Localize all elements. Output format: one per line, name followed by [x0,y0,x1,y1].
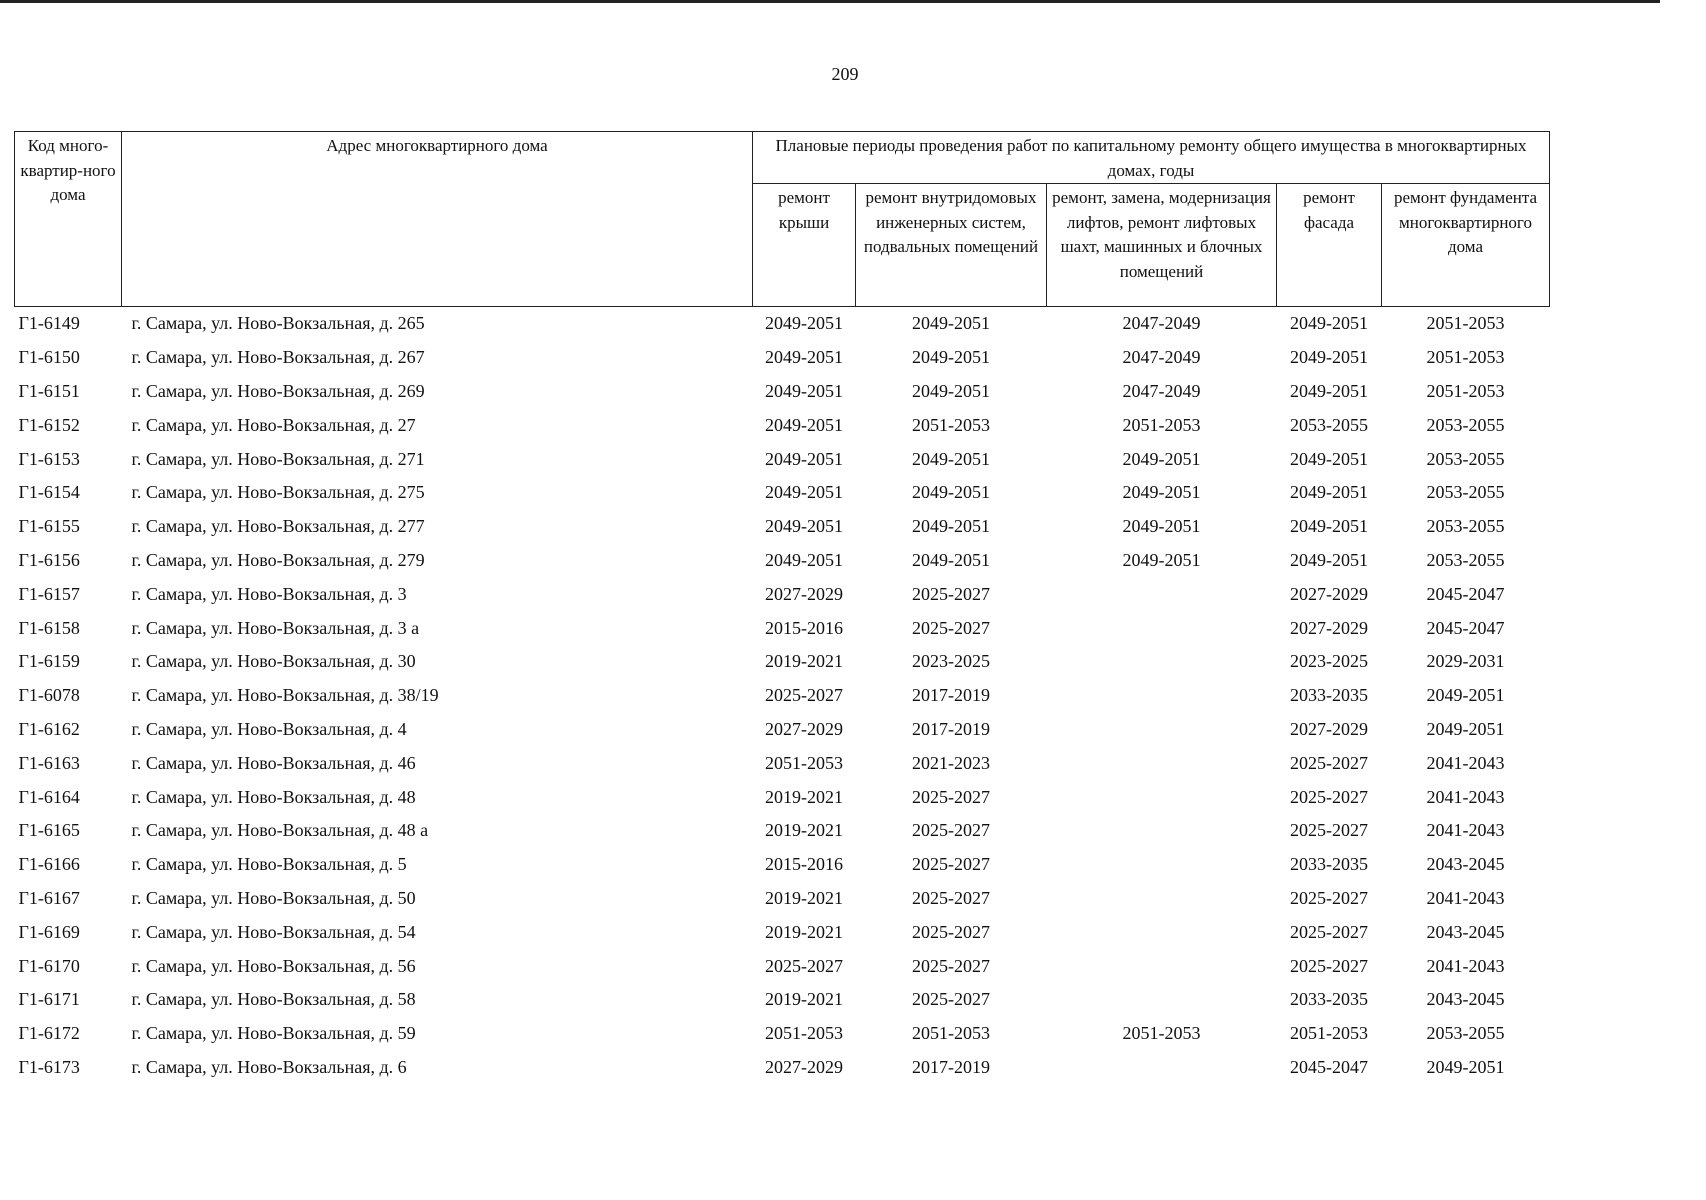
cell-code: Г1-6170 [18,955,80,976]
cell-roof: 2051-2053 [765,1023,843,1044]
cell-engineering: 2049-2051 [912,347,990,368]
cell-engineering: 2025-2027 [912,989,990,1010]
cell-elevators [1047,848,1277,882]
cell-facade: 2027-2029 [1290,583,1368,604]
cell-address: г. Самара, ул. Ново-Вокзальная, д. 54 [131,921,416,942]
cell-foundation: 2041-2043 [1426,887,1505,908]
cell-code: Г1-6172 [18,1023,80,1044]
cell-elevators: 2049-2051 [1122,549,1201,570]
cell-code: Г1-6169 [18,921,80,942]
cell-elevators [1047,949,1277,983]
cell-facade: 2033-2035 [1290,685,1368,706]
cell-engineering: 2025-2027 [912,786,990,807]
table-row [15,645,1550,679]
cell-facade: 2051-2053 [1290,1023,1368,1044]
cell-address: г. Самара, ул. Ново-Вокзальная, д. 38/19 [131,685,439,706]
cell-roof: 2025-2027 [765,955,843,976]
cell-foundation: 2043-2045 [1426,989,1505,1010]
table-row [15,307,1550,341]
cell-address: г. Самара, ул. Ново-Вокзальная, д. 277 [131,516,425,537]
cell-address: г. Самара, ул. Ново-Вокзальная, д. 48 [131,786,416,807]
cell-engineering: 2025-2027 [912,955,990,976]
cell-facade: 2025-2027 [1290,820,1368,841]
cell-engineering: 2025-2027 [912,617,990,638]
cell-engineering: 2049-2051 [912,380,990,401]
cell-facade: 2033-2035 [1290,989,1368,1010]
cell-facade: 2049-2051 [1290,380,1368,401]
cell-foundation: 2043-2045 [1426,921,1505,942]
cell-elevators: 2047-2049 [1122,380,1201,401]
table-row [15,780,1550,814]
cell-roof: 2027-2029 [765,718,843,739]
cell-foundation: 2049-2051 [1426,1056,1505,1077]
cell-roof: 2049-2051 [765,482,843,503]
cell-code: Г1-6078 [18,685,80,706]
cell-foundation: 2049-2051 [1426,718,1505,739]
cell-address: г. Самара, ул. Ново-Вокзальная, д. 271 [131,448,425,469]
cell-elevators: 2047-2049 [1122,347,1201,368]
cell-foundation: 2049-2051 [1426,685,1505,706]
cell-roof: 2027-2029 [765,1056,843,1077]
table-row [15,476,1550,510]
cell-code: Г1-6164 [18,786,80,807]
cell-foundation: 2041-2043 [1426,955,1505,976]
cell-facade: 2045-2047 [1290,1056,1368,1077]
cell-address: г. Самара, ул. Ново-Вокзальная, д. 279 [131,549,425,570]
capital-repair-table [14,131,1550,1084]
cell-roof: 2049-2051 [765,313,843,334]
cell-roof: 2015-2016 [765,617,843,638]
table-row [15,983,1550,1017]
cell-roof: 2049-2051 [765,414,843,435]
cell-foundation: 2053-2055 [1426,516,1505,537]
cell-foundation: 2043-2045 [1426,854,1505,875]
cell-elevators: 2051-2053 [1122,414,1201,435]
cell-code: Г1-6152 [18,414,80,435]
cell-engineering: 2025-2027 [912,583,990,604]
table-row [15,442,1550,476]
cell-roof: 2019-2021 [765,989,843,1010]
cell-foundation: 2041-2043 [1426,752,1505,773]
table-row [15,341,1550,375]
cell-elevators [1047,645,1277,679]
cell-roof: 2019-2021 [765,651,843,672]
table-row [15,408,1550,442]
cell-elevators: 2047-2049 [1122,313,1201,334]
cell-elevators [1047,713,1277,747]
cell-engineering: 2021-2023 [912,752,990,773]
cell-facade: 2025-2027 [1290,921,1368,942]
table-row [15,949,1550,983]
cell-address: г. Самара, ул. Ново-Вокзальная, д. 56 [131,955,416,976]
cell-code: Г1-6157 [18,583,80,604]
cell-facade: 2027-2029 [1290,617,1368,638]
cell-facade: 2049-2051 [1290,516,1368,537]
cell-roof: 2015-2016 [765,854,843,875]
cell-roof: 2027-2029 [765,583,843,604]
cell-code: Г1-6154 [18,482,80,503]
cell-facade: 2049-2051 [1290,347,1368,368]
cell-facade: 2025-2027 [1290,955,1368,976]
cell-elevators: 2049-2051 [1122,516,1201,537]
cell-code: Г1-6165 [18,820,80,841]
cell-engineering: 2049-2051 [912,549,990,570]
cell-facade: 2025-2027 [1290,887,1368,908]
cell-engineering: 2017-2019 [912,1056,990,1077]
cell-address: г. Самара, ул. Ново-Вокзальная, д. 58 [131,989,416,1010]
cell-engineering: 2017-2019 [912,718,990,739]
table-row [15,882,1550,916]
cell-facade: 2049-2051 [1290,313,1368,334]
cell-roof: 2019-2021 [765,820,843,841]
cell-engineering: 2049-2051 [912,482,990,503]
table-row [15,375,1550,409]
header-foundation: ремонт фундамента многоквартирного дома [1382,184,1550,307]
table-row [15,814,1550,848]
table-row [15,746,1550,780]
cell-code: Г1-6167 [18,887,80,908]
cell-code: Г1-6158 [18,617,80,638]
cell-elevators [1047,746,1277,780]
cell-engineering: 2025-2027 [912,887,990,908]
cell-elevators: 2049-2051 [1122,448,1201,469]
cell-code: Г1-6163 [18,752,80,773]
cell-roof: 2019-2021 [765,887,843,908]
cell-elevators: 2051-2053 [1122,1023,1201,1044]
cell-elevators [1047,915,1277,949]
cell-roof: 2049-2051 [765,549,843,570]
cell-roof: 2025-2027 [765,685,843,706]
cell-foundation: 2053-2055 [1426,549,1505,570]
cell-code: Г1-6162 [18,718,80,739]
table-row [15,1051,1550,1085]
cell-code: Г1-6159 [18,651,80,672]
cell-address: г. Самара, ул. Ново-Вокзальная, д. 27 [131,414,416,435]
cell-roof: 2051-2053 [765,752,843,773]
cell-elevators [1047,611,1277,645]
cell-address: г. Самара, ул. Ново-Вокзальная, д. 46 [131,752,416,773]
cell-foundation: 2053-2055 [1426,482,1505,503]
table-row [15,1017,1550,1051]
cell-engineering: 2023-2025 [912,651,990,672]
page-number: 209 [831,64,859,84]
cell-elevators [1047,577,1277,611]
cell-facade: 2049-2051 [1290,549,1368,570]
cell-engineering: 2025-2027 [912,921,990,942]
cell-facade: 2025-2027 [1290,786,1368,807]
table-body [15,307,1550,1085]
table-row [15,510,1550,544]
cell-roof: 2019-2021 [765,786,843,807]
cell-foundation: 2041-2043 [1426,786,1505,807]
table-row [15,848,1550,882]
cell-address: г. Самара, ул. Ново-Вокзальная, д. 265 [131,313,425,334]
cell-engineering: 2017-2019 [912,685,990,706]
cell-roof: 2049-2051 [765,448,843,469]
cell-code: Г1-6151 [18,380,80,401]
header-code: Код много-квартир-ного дома [15,132,122,307]
header-planned-periods: Плановые периоды проведения работ по капитальному ремонту общего имущества в многоквартирных домах, годы [753,132,1550,184]
cell-foundation: 2041-2043 [1426,820,1505,841]
table-row [15,713,1550,747]
cell-facade: 2053-2055 [1290,414,1368,435]
table-row [15,577,1550,611]
cell-address: г. Самара, ул. Ново-Вокзальная, д. 59 [131,1023,416,1044]
cell-roof: 2049-2051 [765,347,843,368]
cell-facade: 2023-2025 [1290,651,1368,672]
cell-foundation: 2045-2047 [1426,583,1505,604]
cell-code: Г1-6153 [18,448,80,469]
cell-address: г. Самара, ул. Ново-Вокзальная, д. 48 а [131,820,429,841]
table-row [15,915,1550,949]
cell-roof: 2049-2051 [765,380,843,401]
cell-code: Г1-6171 [18,989,80,1010]
cell-engineering: 2025-2027 [912,820,990,841]
cell-address: г. Самара, ул. Ново-Вокзальная, д. 3 [131,583,407,604]
cell-facade: 2025-2027 [1290,752,1368,773]
cell-engineering: 2051-2053 [912,414,990,435]
cell-foundation: 2051-2053 [1426,347,1505,368]
cell-elevators: 2049-2051 [1122,482,1201,503]
header-elevators: ремонт, замена, модернизация лифтов, ремонт лифтовых шахт, машинных и блочных помещений [1047,184,1277,307]
cell-facade: 2049-2051 [1290,448,1368,469]
cell-address: г. Самара, ул. Ново-Вокзальная, д. 6 [131,1056,407,1077]
cell-address: г. Самара, ул. Ново-Вокзальная, д. 30 [131,651,416,672]
header-engineering: ремонт внутридомовых инженерных систем, подвальных помещений [856,184,1047,307]
cell-address: г. Самара, ул. Ново-Вокзальная, д. 275 [131,482,425,503]
cell-foundation: 2051-2053 [1426,380,1505,401]
header-facade: ремонт фасада [1277,184,1382,307]
cell-foundation: 2053-2055 [1426,1023,1505,1044]
cell-foundation: 2029-2031 [1426,651,1505,672]
cell-engineering: 2025-2027 [912,854,990,875]
cell-foundation: 2053-2055 [1426,414,1505,435]
header-address: Адрес многоквартирного дома [122,132,753,307]
cell-facade: 2049-2051 [1290,482,1368,503]
top-rule [0,0,1660,3]
cell-code: Г1-6150 [18,347,80,368]
cell-code: Г1-6173 [18,1056,80,1077]
cell-engineering: 2051-2053 [912,1023,990,1044]
cell-code: Г1-6149 [18,313,80,334]
cell-facade: 2033-2035 [1290,854,1368,875]
cell-elevators [1047,814,1277,848]
cell-engineering: 2049-2051 [912,313,990,334]
cell-roof: 2019-2021 [765,921,843,942]
cell-elevators [1047,780,1277,814]
cell-engineering: 2049-2051 [912,448,990,469]
cell-engineering: 2049-2051 [912,516,990,537]
cell-elevators [1047,983,1277,1017]
cell-address: г. Самара, ул. Ново-Вокзальная, д. 50 [131,887,416,908]
cell-address: г. Самара, ул. Ново-Вокзальная, д. 3 а [131,617,420,638]
table-row [15,544,1550,578]
cell-roof: 2049-2051 [765,516,843,537]
cell-foundation: 2051-2053 [1426,313,1505,334]
cell-foundation: 2045-2047 [1426,617,1505,638]
cell-address: г. Самара, ул. Ново-Вокзальная, д. 5 [131,854,407,875]
cell-address: г. Самара, ул. Ново-Вокзальная, д. 4 [131,718,407,739]
cell-address: г. Самара, ул. Ново-Вокзальная, д. 269 [131,380,425,401]
header-roof: ремонт крыши [753,184,856,307]
cell-elevators [1047,679,1277,713]
cell-foundation: 2053-2055 [1426,448,1505,469]
cell-facade: 2027-2029 [1290,718,1368,739]
cell-code: Г1-6156 [18,549,80,570]
cell-code: Г1-6155 [18,516,80,537]
table-row [15,611,1550,645]
cell-elevators [1047,1051,1277,1085]
cell-code: Г1-6166 [18,854,80,875]
table-row [15,679,1550,713]
cell-address: г. Самара, ул. Ново-Вокзальная, д. 267 [131,347,425,368]
cell-elevators [1047,882,1277,916]
